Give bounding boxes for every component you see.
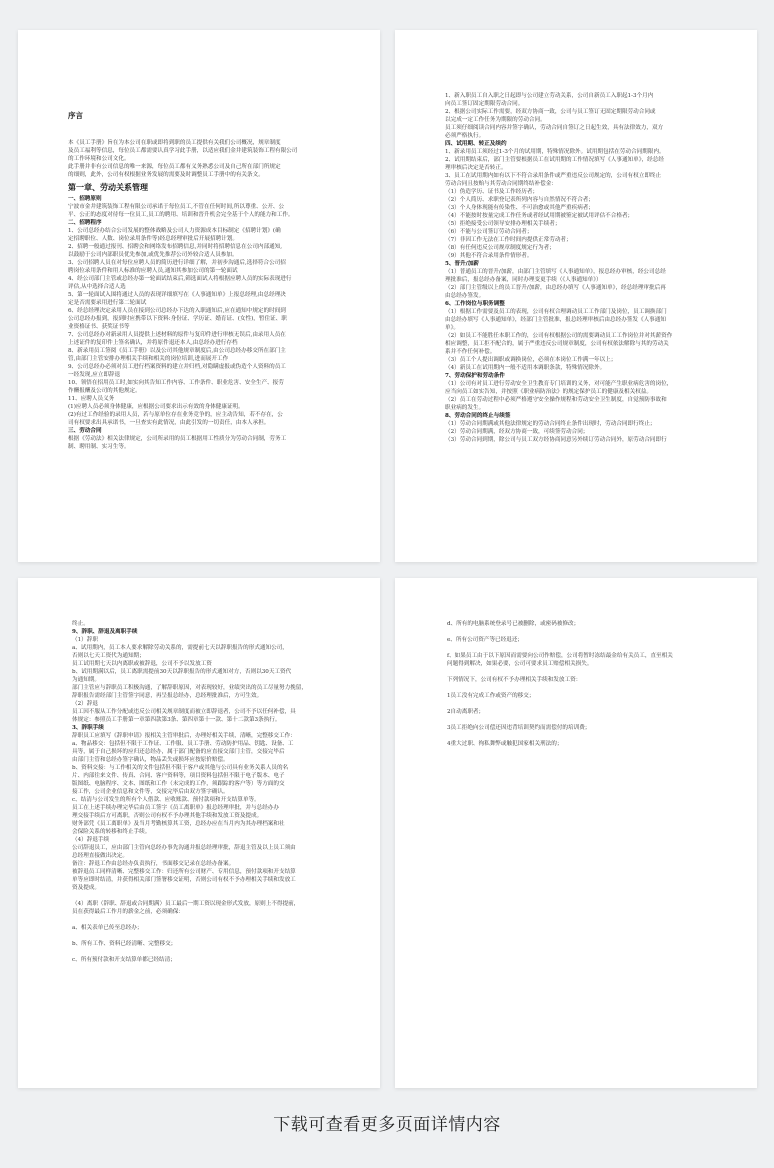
text-line: 2、试用期结束后，部门主管要根据员工在试用期的工作情况填写《人事通知单》，经总经 bbox=[445, 157, 664, 163]
preface-title: 序言 bbox=[68, 111, 83, 120]
text-line: 系并不作任何补偿。 bbox=[445, 349, 496, 355]
text-line bbox=[447, 668, 735, 676]
text-line: c、所有预付款和开支结算单都已经结清； bbox=[72, 957, 176, 963]
text-line: 以完成一定工作任务为期限的劳动合同。 bbox=[445, 117, 546, 123]
text-line: 为通知期。 bbox=[72, 677, 100, 683]
text-line: 制、聘用制、实习生等。 bbox=[68, 444, 130, 450]
text-line: 4重大过职、徇私舞弊或触犯国家相关刑法的； bbox=[447, 741, 563, 747]
text-line: （1）伪造学历、证书及工作经历者； bbox=[445, 189, 539, 195]
text-line: 员工在上述手续办理完毕后由员工签字《员工离职单》报总经理审批，并与总经办办 bbox=[72, 805, 279, 811]
text-line: 向员工签订固定期限劳动合同。 bbox=[445, 101, 524, 107]
text-line: 员在获得最后工作月的薪金之前，必须确保： bbox=[72, 909, 184, 915]
text-line: 片、内部往来文件、传真、合同、客户资料等，项目资料包括但不限于电子版本、电子 bbox=[72, 773, 285, 779]
text-line: b、资料交接：与工作相关的文件包括但不限于客户或其他与公司具有业务关系人员的名 bbox=[72, 765, 289, 771]
text-line bbox=[447, 644, 735, 652]
text-line: 1员工没有完成工作或资产的移交； bbox=[447, 693, 535, 699]
text-line: 员工因不服从工作分配或违反公司相关规章制度而被立即辞退者，公司不予以任何补偿，具 bbox=[72, 709, 296, 715]
text-line: 单》。 bbox=[445, 325, 459, 331]
text-line: 3、辞职手续 bbox=[72, 725, 104, 731]
text-line: 否则以七天工资代为通知期； bbox=[72, 653, 145, 659]
text-line: 上述证件的复印件上签名确认，并将原件退还本人,由总经办进行存档 bbox=[68, 340, 238, 346]
text-line: 7、劳动保护和劳动条件 bbox=[445, 373, 505, 379]
text-line: (1)应聘人员必须身体健康，应根据公司要求出示有效的身体健康证明。 bbox=[68, 404, 244, 410]
text-line: 6、工作岗位与职务调整 bbox=[445, 301, 505, 307]
text-line: （9）其他不符合录用条件情形者。 bbox=[445, 253, 533, 259]
text-line: 宁波市金井建筑装饰工程有限公司承诺于每位员工,不管在任何时间,所以尊重、公开、公 bbox=[68, 204, 285, 210]
document-page-3 bbox=[18, 578, 380, 1088]
text-line: 体规定：参照员工手册第一章第四款第3条、第四章第十一款、第十二款第3条执行。 bbox=[72, 717, 281, 723]
text-line: 由部门主管和总经办签字确认，物品丢失或损坏应按原价赔偿。 bbox=[72, 757, 229, 763]
text-line: （1）普通员工的晋升/加薪，由部门主管填写《人事通知单》，报总经办审核，经公司总经 bbox=[445, 269, 666, 275]
text-line: 版图纸、电脑程序、文本、图纸和工作（未完成的工作，须跟踪的客户等）等方面的交 bbox=[72, 781, 285, 787]
text-line: 理批准后，报总经办备案，同时办理变更手续（《人事通知单》） bbox=[445, 277, 602, 283]
text-line: 以鼓励于公司内部职员优先参加,或优先推荐公司外较合适人员参加。 bbox=[68, 252, 238, 258]
text-line: b、所有工作、资料已经清晰、完整移交； bbox=[72, 941, 177, 947]
text-line: 定是否需要录用进行第二轮面试 bbox=[68, 300, 147, 306]
text-line: 二、招聘程序 bbox=[68, 220, 102, 226]
page-2-body-text bbox=[445, 92, 735, 444]
text-line: 3、公司招聘人员在对每位应聘人员的简历进行详细了解，并初步沟通后,选择符合公司招 bbox=[68, 260, 286, 266]
text-line: 2自动离职者； bbox=[447, 709, 485, 715]
text-line: （4）辞退手续 bbox=[72, 837, 110, 843]
text-line: 终止。 bbox=[72, 621, 89, 627]
text-line: （1）劳动合同期满或其他法律规定的劳动合同终止条件出现时，劳动合同即行终止； bbox=[445, 421, 656, 427]
text-line bbox=[447, 700, 735, 708]
text-line: （2）如员工不能胜任本职工作的，公司有权根据公司的需要调动员工工作岗位并对其薪资作 bbox=[445, 333, 673, 339]
text-line bbox=[447, 732, 735, 740]
page-1-content bbox=[68, 110, 358, 451]
text-line: 辞职员工应填写《辞职申请》报相关主管审批后，办理好相关手续，清晰，完整移交工作： bbox=[72, 733, 296, 739]
text-line: 一、招聘原则 bbox=[68, 196, 102, 202]
preface-text bbox=[68, 139, 358, 179]
text-line: 员工须仔细阅读合同内容并签字确认，劳动合同自签订之日起生效，具有法律效力，双方 bbox=[445, 125, 664, 131]
text-line: （1）公司有对员工进行劳动安全卫生教育专门培训的义务，对可能产生职业病危害的岗位， bbox=[445, 381, 673, 387]
text-line: 员工试用期七天以内离职或被辞退，公司不予以发放工资 bbox=[72, 661, 212, 667]
text-line: 5、晋升/加薪 bbox=[445, 261, 479, 267]
text-line: 应当向员工如实告知，并按照《职业病防治法》的规定保护员工的健康及相关权益。 bbox=[445, 389, 652, 395]
text-line: 具等，属于自己损坏的应归还总经办，属于部门配备的应直接交部门主管，交接完毕后 bbox=[72, 749, 285, 755]
text-line: 公司总经办报到，报到时应携带以下资料:身份证、学历证、婚育证、(女性)，暂住证、职 bbox=[68, 316, 287, 322]
text-line: 职业病的发生。 bbox=[445, 405, 485, 411]
page-4-body-text bbox=[447, 620, 735, 748]
text-line: 由总经办填写《人事通知单》，经部门主管批准，报总经理审核后由总经办签发《人事通知 bbox=[445, 317, 666, 323]
text-line bbox=[72, 916, 358, 924]
text-line: 8、新录用员工签阅《员工手册》以及公司其他规章制度后,由公司总经办移交所在部门主 bbox=[68, 348, 286, 354]
text-line: 聘岗位录用条件和用人标准的应聘人员,通知其参加公司的第一轮面试 bbox=[68, 268, 238, 274]
text-line: 管,由部门主管安排办理相关手续和相关的岗位培训,进而展开工作 bbox=[68, 356, 229, 362]
text-line: （8）有任何违反公司规章制度规定行为者； bbox=[445, 245, 555, 251]
text-line: 辞职报告需经部门主管签字同意，再呈报总经办，总经理批准后，方可生效。 bbox=[72, 693, 263, 699]
page-3-content bbox=[72, 620, 358, 964]
text-line: 由总经办签发。 bbox=[445, 293, 485, 299]
text-line bbox=[72, 948, 358, 956]
text-line: c、结清与公司发生的所有个人借款、应收账款、预付款项和开支结算单等。 bbox=[72, 797, 260, 803]
text-line: 11、应聘人员义务 bbox=[68, 396, 115, 402]
document-page-2 bbox=[395, 30, 757, 562]
text-line: （4）不能按时按量完成工作任务或者经试用期被鉴定被试用评估不合格者； bbox=[445, 213, 634, 219]
text-line: 理审核后决定是否转正。 bbox=[445, 165, 507, 171]
text-line: 2、根据公司实际工作需要，经双方协商一致，公司与员工签订无固定期限劳动合同或 bbox=[445, 109, 656, 115]
text-line: 业资格证书、获奖证书等 bbox=[68, 324, 130, 330]
text-line: 的工作环境和公司文化。 bbox=[68, 156, 130, 162]
text-line: e、所有公司资产等已经退还； bbox=[447, 637, 524, 643]
text-line: 公司辞退员工，应由部门主管向总经办事先沟通并报总经理审批，辞退主管及以上员工须由 bbox=[72, 845, 296, 851]
text-line: 劳动合同且按贻与其劳动合同期终结补偿金： bbox=[445, 181, 557, 187]
text-line: （3）劳动合同到期，除公司与员工双方经协商同意另外续订劳动合同外，原劳动合同即行 bbox=[445, 437, 667, 443]
text-line: 接工作，公司企业信息和文件等，交接完毕后由双方签字确认。 bbox=[72, 789, 229, 795]
chapter-title: 第一章、劳动关系管理 bbox=[68, 182, 148, 192]
text-line: （1）根据工作需要及员工的表现，公司有权合理调动员工工作部门及岗位，员工调换部门 bbox=[445, 309, 667, 315]
page-3-body-text bbox=[72, 620, 358, 964]
text-line: 总经理直接做出决定。 bbox=[72, 853, 128, 859]
text-line: 1、新入职员工自入职之日起即与公司建立劳动关系，公司自新员工入职起1-3个月内 bbox=[445, 93, 654, 99]
text-line: 的细则，此外，公司有权根据业务发展的需要及时调整员工手册中的有关条文。 bbox=[68, 172, 264, 178]
text-line: （2）劳动合同期满，经双方协商一致，可续签劳动合同； bbox=[445, 429, 589, 435]
text-line: （2）员工在劳动过程中必须严格遵守安全操作规程和劳动安全卫生制度，自觉预防事故和 bbox=[445, 397, 667, 403]
text-line: 1、公司总经办结合公司发展的整体战略及公司人力资源成本目标制定《招聘计划》(确 bbox=[68, 228, 281, 234]
page-2-content bbox=[445, 92, 735, 444]
text-line: 四、试用期、转正及续约 bbox=[445, 141, 507, 147]
text-line: 一经发现,应立即辞退 bbox=[68, 372, 121, 378]
text-line: 财务部凭《员工离职单》及当月考勤核算其工资，总经办应在当月内为其办理档案和社 bbox=[72, 821, 285, 827]
text-line: 6、经总经理决定录用人员在接到公司总经办下达的入职通知后,应在通知中规定的时间到 bbox=[68, 308, 286, 314]
text-line: （4）新员工在试用期内一般不适用本调职条款，特殊情况除外。 bbox=[445, 365, 606, 371]
text-line: 平、公正的态度对待每一位员工,员工的聘用、培训和晋升机会完全基于个人的能力和工作。 bbox=[68, 212, 294, 218]
text-line: 资及提成。 bbox=[72, 885, 100, 891]
text-line: 相应调整，员工拒不配合的，属于严重违反公司规章制度，公司有权依法解除与其的劳动关 bbox=[445, 341, 669, 347]
text-line: （1）辞职 bbox=[72, 637, 98, 643]
text-line: a、试用期内，员工本人要求解除劳动关系的，需提前七天以辞职报告的形式通知公司， bbox=[72, 645, 288, 651]
text-line: （2）部门主管级以上的员工晋升/加薪，由总经办填写《人事通知单》，经总经理审批后再 bbox=[445, 285, 666, 291]
text-line bbox=[447, 628, 735, 636]
text-line: 单等应即时结清，并获得相关部门签署移交证明，否则公司有权不予办理相关手续和发放工 bbox=[72, 877, 296, 883]
text-line bbox=[447, 716, 735, 724]
text-line: 8、劳动合同的终止与续签 bbox=[445, 413, 511, 419]
page-4-content bbox=[447, 620, 735, 748]
text-line: 评估,从中选择合适人选 bbox=[68, 284, 126, 290]
document-page-1 bbox=[18, 30, 380, 562]
text-line: b、试用期满以后，员工离职需提前30天以辞职报告的形式通知对方，否则以30天工资代 bbox=[72, 669, 292, 675]
text-line: 理交接手续后方可离职，否则公司有权不予办理其他手续和发放工资及提成。 bbox=[72, 813, 263, 819]
text-line: a、物品移交：包括但不限于工作证、工作服、员工手册、劳动防护用品、钥匙、设备、工 bbox=[72, 741, 294, 747]
text-line: 作酬报酬及公司的其他规定。 bbox=[68, 388, 141, 394]
text-line bbox=[72, 932, 358, 940]
text-line: 本《员工手册》旨在为本公司在职或即将到职的员工提供有关我们公司概况，规章制度 bbox=[68, 140, 281, 146]
text-line: 根据《劳动法》相关法律规定，公司所录用的员工根据用工性质分为劳动合同制，劳务工 bbox=[68, 436, 287, 442]
text-line: （3）个人身体现能有传染性、不可治愈或其他严重疾病者； bbox=[445, 205, 594, 211]
text-line: 1、新录用员工须经过1-3个月的试用期，特殊情况除外。试用期包括在劳动合同期限内。 bbox=[445, 149, 665, 155]
page-1-body-text bbox=[68, 195, 358, 451]
download-more-caption: 下载可查看更多页面详情内容 bbox=[273, 1115, 501, 1135]
text-line: 9、辞职、辞退及离职手续 bbox=[72, 629, 138, 635]
text-line: 司有权要求出具承诺书，一旦查实有此情况，由此引发的一切责任，由本人承担。 bbox=[68, 420, 270, 426]
text-line: 下列情况下，公司有权不予办理相关手续和发放工资： bbox=[447, 677, 582, 683]
text-line: 会保险关系的转移和终止手续。 bbox=[72, 829, 151, 835]
text-line: 部门主管应与辞职员工积极沟通，了解辞职原因，对表现较好，业绩突出的员工尽量努力挽留， bbox=[72, 685, 307, 691]
text-line: f、如果员工由于以下原因而需要向公司作赔偿，公司将暂时冻结最金给有关员工，直至相关 bbox=[447, 653, 673, 659]
text-line: （2）辞退 bbox=[72, 701, 98, 707]
text-line: (2)有过工作经验的录用人员，若与原单位存在业务竞争的，应主动告知，若不存在，公 bbox=[68, 412, 283, 418]
text-line: d、所有的电脑系统登录号已被删除，或密码被修改； bbox=[447, 621, 580, 627]
text-line bbox=[447, 684, 735, 692]
text-line: （7）非因工作无法在工作时间内提供正常劳动者； bbox=[445, 237, 572, 243]
text-line: a、相关表单已传至总经办； bbox=[72, 925, 143, 931]
text-line: 9、公司总经办必须对员工进行档案资料的建立并归档,对隐瞒虚报或伪造个人资料的员工 bbox=[68, 364, 286, 370]
text-line: 此手册并非有公司信息的唯一来源，每位员工都有义务熟悉公司及自己所在部门所规定 bbox=[68, 164, 281, 170]
text-line: 7、公司总经办对新录用人员提供上述材料的原件与复印件进行审核无误后,由录用人员在 bbox=[68, 332, 286, 338]
text-line: 被辞退员工同样清晰、完整移交工作：归还所有公司财产、专用信息，预付款项和开支结算 bbox=[72, 869, 296, 875]
text-line: 5、第一轮面试入围将通过人员的表现详细填写在《人事通知单》上报总经理,由总经理决 bbox=[68, 292, 286, 298]
text-line: 3员工拒绝向公司偿还因违背培训契约而需偿付的培训费； bbox=[447, 725, 591, 731]
text-line: 4、经公司部门主管或总经办第一轮面试结束后,筛选面试人将根据应聘人员的实际表现进行 bbox=[68, 276, 292, 282]
text-line: 3、员工在试用期内如有以下不符合录用条件或严重违反公司规定的，公司有权立即终止 bbox=[445, 173, 662, 179]
document-page-4 bbox=[395, 578, 757, 1088]
text-line: （2）个人简历、求职登记表所列内容与自然情况不符合者； bbox=[445, 197, 594, 203]
text-line bbox=[72, 892, 358, 900]
text-line: （5）拒绝接受公司领导安排办理相关手续者； bbox=[445, 221, 561, 227]
text-line: 三、劳动合同 bbox=[68, 428, 102, 434]
text-line: 定招聘职位、人数、岗位录用条件等)经总经理审批后开展招聘计划。 bbox=[68, 236, 238, 242]
text-line: 10、领悟在招用员工时,如实向其告知工作内容、工作条件、职业危害、安全生产、报劳 bbox=[68, 380, 284, 386]
text-line: 2、招聘一般通过报刊、招聘会和网络发布招聘信息,并同时将招聘信息在公司内部通知, bbox=[68, 244, 283, 250]
text-line: 问题得到解决，如果必要，公司可要求员工赔偿相关损失。 bbox=[447, 661, 593, 667]
text-line: 及员工福利等信息，每位员工都需要认真学习此手册，以适应我们金井建筑装饰工程有限公司 bbox=[68, 148, 298, 154]
text-line: （4）离职（辞职、辞退或合同期满）员工最后一期工资以现金形式发放，原则上不得提前， bbox=[72, 901, 300, 907]
text-line: （6）不能与公司签订劳动合同者； bbox=[445, 229, 533, 235]
text-line: 备注：辞退工作由总经办负责执行，书面移交记录在总经办备案。 bbox=[72, 861, 235, 867]
text-line: 必须严格执行。 bbox=[445, 133, 485, 139]
text-line: （3）员工个人提出调职或调换岗位，必须在本岗位工作满一年以上； bbox=[445, 357, 617, 363]
